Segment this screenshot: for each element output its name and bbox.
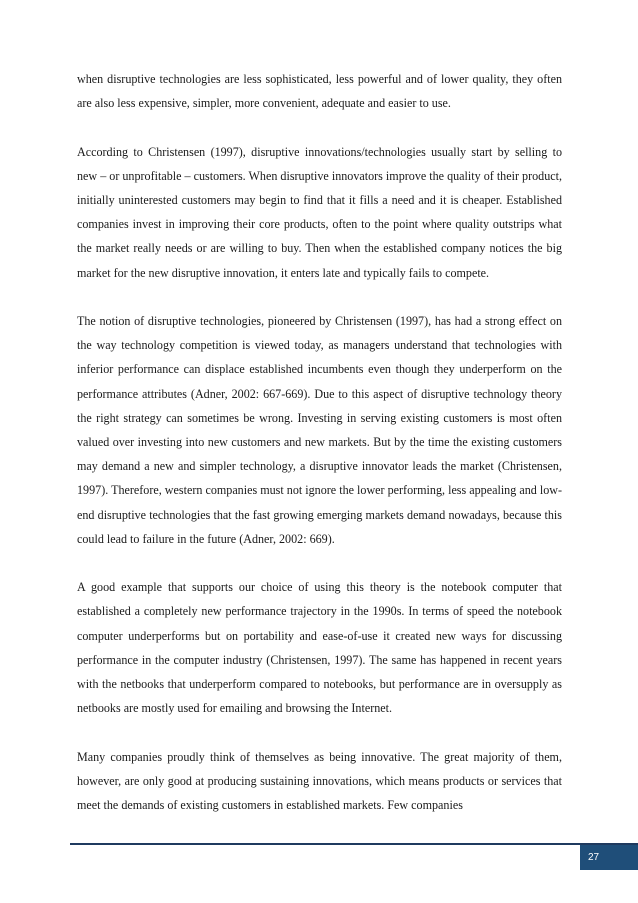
paragraph-2: According to Christensen (1997), disruptive innovations/technologies usually start by selling to new – or unprofitable – customers. When disruptive innovators improve the quality of their product, initially uninterested customers may begin to find that it fills a need and it is cheaper. Established companies invest in improving their core products, often to the point where quality outstrips what the market really needs or are willing to buy. Then when the established company notices the big market for the new disruptive innovation, it enters late and typically fails to compete. xyxy=(77,144,562,280)
footer-rule xyxy=(70,843,638,845)
paragraph-3: The notion of disruptive technologies, pioneered by Christensen (1997), has had a strong effect on the way technology competition is viewed today, as managers understand that technologies with inferior performance can displace established incumbents even though they underperform on the performance attributes (Adner, 2002: 667-669). Due to this aspect of disruptive technology theory the right strategy can sometimes be wrong. Investing in serving existing customers is most often valued over investing into new customers and new markets. But by the time the existing customers may demand a new and simpler technology, a disruptive innovator leads the market (Christensen, 1997). Therefore, western companies must not ignore the lower performing, less appealing and low-end disruptive technologies that the fast growing emerging markets demand nowadays, because this could lead to failure in the future (Adner, 2002: 669). xyxy=(77,314,562,546)
paragraph-4: A good example that supports our choice of using this theory is the notebook computer that established a completely new performance trajectory in the 1990s. In terms of speed the notebook computer underperforms but on portability and ease-of-use it created new ways for discussing performance in the computer industry (Christensen, 1997). The same has happened in recent years with the netbooks that underperform compared to notebooks, but performance are in oversupply as netbooks are mostly used for emailing and browsing the Internet. xyxy=(77,580,562,716)
page-number-badge xyxy=(580,845,638,870)
body-text xyxy=(77,67,562,817)
page-number: 27 xyxy=(588,852,600,863)
paragraph-1: when disruptive technologies are less sophisticated, less powerful and of lower quality, they often are also less expensive, simpler, more convenient, adequate and easier to use. xyxy=(77,72,562,111)
paragraph-5: Many companies proudly think of themselves as being innovative. The great majority of them, however, are only good at producing sustaining innovations, which means products or services that meet the demands of existing customers in established markets. Few companies xyxy=(77,749,562,813)
